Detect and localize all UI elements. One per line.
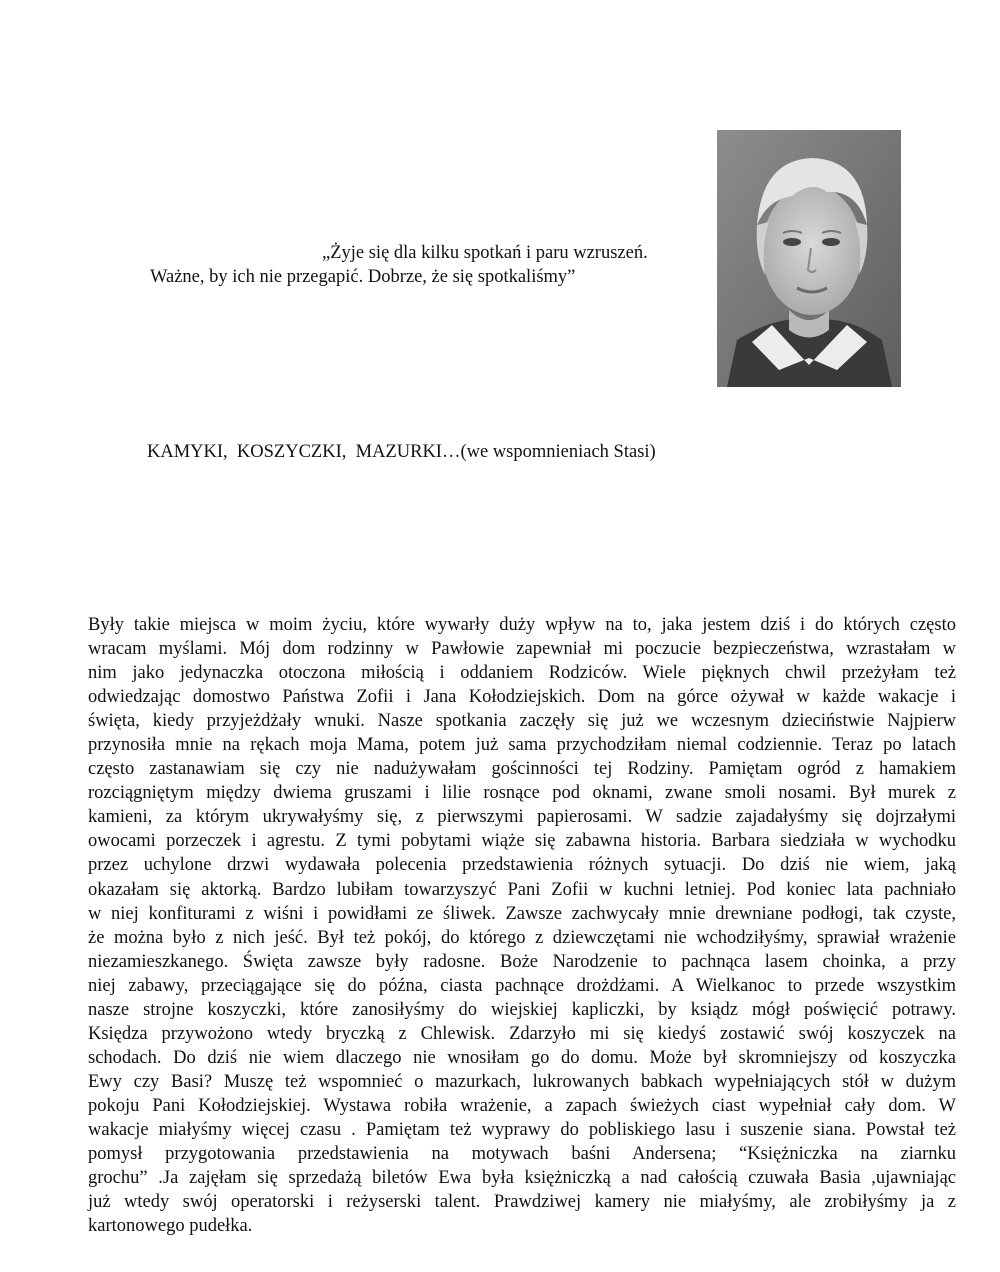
epigraph-line-2: Ważne, by ich nie przegapić. Dobrze, że się spotkaliśmy”	[150, 267, 576, 287]
body-line: święta, kiedy przyjeżdżały wnuki. Nasze spotkania zaczęły się już we wczesnym dzieciństwie Najpierw	[88, 711, 956, 732]
body-line: już wtedy swój operatorski i reżyserski talent. Prawdziwej kamery nie miałyśmy, ale zrobiłyśmy ja z	[88, 1192, 956, 1213]
body-line: Ewy czy Basi? Muszę też wspomnieć o mazurkach, lukrowanych babkach wypełniających stół w dużym	[88, 1071, 956, 1092]
article-title: KAMYKI, KOSZYCZKI, MAZURKI…(we wspomnieniach Stasi)	[147, 442, 656, 462]
body-line: nim jako jedynaczka otoczona miłością i oddaniem Rodziców. Wiele pięknych chwil przeżyłam też	[88, 663, 956, 684]
body-line: Księdza przywożono wtedy bryczką z Chlewisk. Zdarzyło mi się kiedyś zostawić swój koszyczek na	[88, 1023, 956, 1044]
body-line: grochu” .Ja zajęłam się sprzedażą biletów Ewa była księżniczką a nad całością czuwała Basia ,ujawniając	[88, 1168, 956, 1189]
portrait-photo	[717, 130, 901, 387]
body-line: odwiedzając domostwo Państwa Zofii i Jana Kołodziejskich. Dom na górce ożywał w każde wakacje i	[88, 687, 956, 708]
body-line: często zastanawiam się czy nie nadużywałam gościnności tej Rodziny. Pamiętam ogród z hamakiem	[88, 759, 956, 780]
body-line: kartonowego pudełka.	[88, 1216, 253, 1237]
body-line: schodach. Do dziś nie wiem dlaczego nie wnosiłam go do domu. Może był skromniejszy od koszyczka	[88, 1047, 956, 1068]
article-body	[88, 613, 956, 1238]
body-line: przynosiła mnie na rękach moja Mama, potem już sama przychodziłam niemal codziennie. Teraz po latach	[88, 735, 956, 756]
epigraph-line-1: „Żyje się dla kilku spotkań i paru wzruszeń.	[322, 243, 648, 263]
body-line: nasze strojne koszyczki, które zanosiłyśmy do wiejskiej kapliczki, by ksiądz mógł poświęcić potrawy.	[88, 999, 956, 1020]
body-line: w niej konfiturami z wiśni i powidłami ze śliwek. Zawsze zachwycały mnie drewniane podłogi, tak czyste,	[88, 903, 956, 924]
body-line: pokoju Pani Kołodziejskiej. Wystawa robiła wrażenie, a zapach świeżych ciast wypełniał cały dom. W	[88, 1095, 956, 1116]
body-line: wracam myślami. Mój dom rodzinny w Pawłowie zapewniał mi poczucie bezpieczeństwa, wzrastałam w	[88, 639, 956, 660]
body-line: rozciągniętym między dwiema gruszami i lilie rosnące pod oknami, zwane smoli nosami. Był murek z	[88, 783, 956, 804]
body-line: przez uchylone drzwi wydawała polecenia przedstawienia różnych sytuacji. Do dziś nie wiem, jaką	[88, 855, 956, 876]
body-line: owocami porzeczek i agrestu. Z tymi pobytami wiąże się zabawna historia. Barbara siedziała w wychodku	[88, 831, 956, 852]
body-line: niezamieszkanego. Święta zawsze były radosne. Boże Narodzenie to pachnąca lasem choinka, a przy	[88, 951, 956, 972]
body-line: pomysł przygotowania przedstawienia na motywach baśni Andersena; “Księżniczka na ziarnku	[88, 1144, 956, 1165]
body-line: okazałam się aktorką. Bardzo lubiłam towarzyszyć Pani Zofii w kuchni letniej. Pod koniec lata pachniało	[88, 879, 956, 900]
body-line: niej zabawy, przeciągające się do późna, ciasta pachnące drożdżami. A Wielkanoc to przede wszystkim	[88, 975, 956, 996]
body-line: kamieni, za którym ukrywałyśmy się, z pierwszymi papierosami. W sadzie zajadałyśmy się dojrzałymi	[88, 807, 956, 828]
body-line: że można było z nich jeść. Był też pokój, do którego z dziewczętami nie wchodziłyśmy, sprawiał wrażenie	[88, 927, 956, 948]
body-line: wakacje miałyśmy więcej czasu . Pamiętam też wyprawy do pobliskiego lasu i suszenie siana. Powstał też	[88, 1119, 956, 1140]
body-line: Były takie miejsca w moim życiu, które wywarły duży wpływ na to, jaka jestem dziś i do których często	[88, 615, 956, 635]
